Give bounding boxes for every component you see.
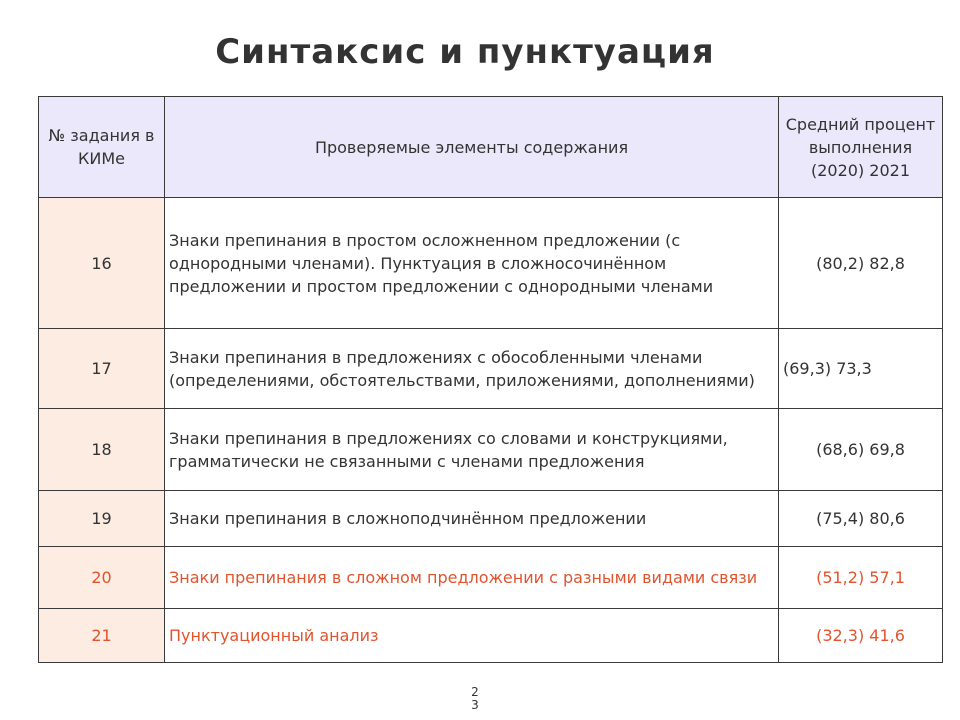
task-number: 18: [39, 409, 165, 491]
table-row: [39, 547, 943, 609]
page-number-line2: 3: [471, 698, 479, 712]
task-percent: (32,3) 41,6: [779, 609, 943, 663]
task-content: Знаки препинания в предложениях с обособленными членами (определениями, обстоятельствами, приложениями, дополнениями): [165, 329, 779, 409]
task-number: 21: [39, 609, 165, 663]
task-percent: (75,4) 80,6: [779, 491, 943, 547]
slide-title: Синтаксис и пунктуация: [215, 32, 715, 72]
task-number: 16: [39, 198, 165, 329]
task-percent: (69,3) 73,3: [779, 329, 943, 409]
page-number-line1: 2: [471, 685, 479, 699]
task-content: Знаки препинания в предложениях со словами и конструкциями, грамматически не связанными с членами предложения: [165, 409, 779, 491]
task-content: Знаки препинания в сложном предложении с разными видами связи: [165, 547, 779, 609]
task-percent: (80,2) 82,8: [779, 198, 943, 329]
table-header-row: [39, 97, 943, 198]
task-percent: (68,6) 69,8: [779, 409, 943, 491]
task-percent: (51,2) 57,1: [779, 547, 943, 609]
table-row: [39, 198, 943, 329]
header-percent: Средний процент выполнения (2020) 2021: [779, 97, 943, 198]
table-row: [39, 609, 943, 663]
page-number: [0, 686, 950, 712]
content-table: [38, 96, 943, 663]
task-number: 17: [39, 329, 165, 409]
task-content: Пунктуационный анализ: [165, 609, 779, 663]
header-number: № задания в КИМе: [39, 97, 165, 198]
table-row: [39, 409, 943, 491]
table-row: [39, 329, 943, 409]
task-number: 19: [39, 491, 165, 547]
table-row: [39, 491, 943, 547]
task-number: 20: [39, 547, 165, 609]
task-content: Знаки препинания в простом осложненном предложении (с однородными членами). Пунктуация в сложносочинённом предложении и простом предложении с однородными членами: [165, 198, 779, 329]
header-content: Проверяемые элементы содержания: [165, 97, 779, 198]
task-content: Знаки препинания в сложноподчинённом предложении: [165, 491, 779, 547]
